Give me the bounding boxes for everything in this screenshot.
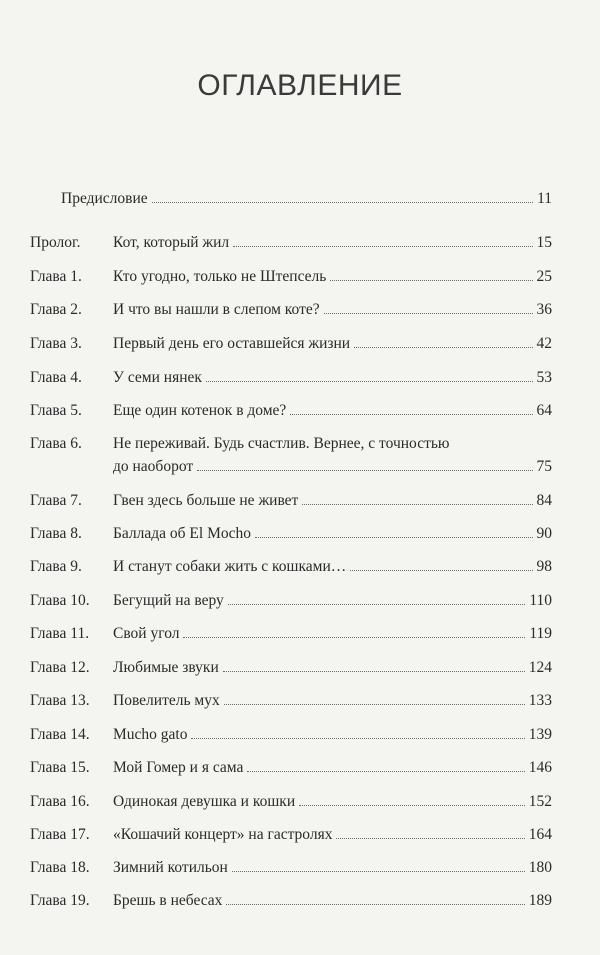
dot-leader [223,671,525,672]
toc-page-number: 189 [528,892,552,909]
toc-entry-title: Гвен здесь больше не живет [113,492,299,509]
dot-leader [330,280,532,281]
toc-entry-title: Брешь в небесах [113,892,223,909]
toc-entry-title: И что вы нашли в слепом коте? [113,301,320,318]
toc-entry-line [113,891,552,911]
toc-entry-label: Глава 9. [30,558,82,575]
toc-entry-label: Глава 13. [30,692,90,709]
dot-leader [350,570,532,571]
toc-entry-title: Кот, который жил [113,234,230,251]
toc-entry-line [113,457,552,477]
toc-page-number: 53 [536,369,552,386]
toc-entry-title: Баллада об El Mocho [113,525,251,542]
toc-page-number: 64 [536,402,552,419]
dot-leader [152,202,533,203]
toc-entry-title: И станут собаки жить с кошками… [113,558,347,575]
toc-entry-line [113,267,552,287]
toc-entry-label: Глава 7. [30,492,82,509]
toc-page-number: 110 [529,592,552,609]
dot-leader [206,381,533,382]
dot-leader [183,637,525,638]
dot-leader [232,871,525,872]
dot-leader [336,838,524,839]
toc-entry-title: Бегущий на веру [113,592,224,609]
toc-entry-line [113,858,552,878]
toc-page-number: 180 [528,859,552,876]
toc-entry-label: Глава 10. [30,592,90,609]
toc-page-number: 139 [528,726,552,743]
toc-entry-label: Глава 17. [30,826,90,843]
toc-page-number: 124 [528,659,552,676]
toc-entry-line [113,491,552,511]
toc-entry-line [113,300,552,320]
toc-entry-label: Глава 14. [30,726,90,743]
toc-entry-title: Свой угол [113,625,180,642]
toc-entry-label: Глава 8. [30,525,82,542]
toc-entry-title: до наоборот [113,458,194,475]
toc-entry-title: Кто угодно, только не Штепсель [113,268,327,285]
toc-entry-title: Первый день его оставшейся жизни [113,335,351,352]
toc-entry-label: Пролог. [30,234,81,251]
toc-entry-line [113,401,552,421]
toc-entry-title: Еще один котенок в доме? [113,402,287,419]
dot-leader [247,771,524,772]
toc-page-number: 15 [536,234,552,251]
dot-leader [224,704,525,705]
toc-entry-line [113,758,552,778]
toc-entry-label: Глава 18. [30,859,90,876]
toc-entry-line [113,825,552,845]
toc-page-number: 164 [528,826,552,843]
toc-entry-title: Предисловие [61,190,148,207]
toc-entry-label: Глава 6. [30,435,82,452]
dot-leader [290,414,532,415]
page-title: ОГЛАВЛЕНИЕ [197,69,403,102]
toc-entry-label: Глава 12. [30,659,90,676]
toc-entry-line [113,591,552,611]
toc-page-number: 152 [528,793,552,810]
toc-page-number: 36 [536,301,552,318]
toc-entry-line [113,233,552,253]
toc-entry-label: Глава 16. [30,793,90,810]
dot-leader [354,347,532,348]
dot-leader [299,805,525,806]
toc-page-number: 42 [536,335,552,352]
toc-page-number: 25 [536,268,552,285]
toc-entry-line [113,792,552,812]
toc-entry-title: Мой Гомер и я сама [113,759,244,776]
toc-entry-line [113,368,552,388]
toc-entry-label: Глава 2. [30,301,82,318]
toc-entry-title: Зимний котильон [113,859,228,876]
toc-page-number: 11 [537,190,552,207]
toc-entry-line [113,691,552,711]
dot-leader [191,738,524,739]
toc-entry-label: Глава 4. [30,369,82,386]
toc-entry-title: Mucho gato [113,726,188,743]
toc-entry-label: Глава 3. [30,335,82,352]
toc-entry-line [113,557,552,577]
toc-page-number: 146 [528,759,552,776]
toc-page-number: 133 [528,692,552,709]
toc-page-number: 90 [536,525,552,542]
toc-entry-line [113,524,552,544]
toc-page-number: 75 [536,458,552,475]
toc-page-number: 98 [536,558,552,575]
toc-entry-label: Глава 15. [30,759,90,776]
dot-leader [302,504,532,505]
dot-leader [324,313,533,314]
toc-page-number: 84 [536,492,552,509]
toc-entry-title: «Кошачий концерт» на гастролях [113,826,333,843]
toc-entry-line [113,658,552,678]
toc-entry-line [113,624,552,644]
toc-entry-line [61,189,552,209]
toc-entry-line [113,334,552,354]
toc-entry-title: Одинокая девушка и кошки [113,793,296,810]
toc-entry-label: Глава 1. [30,268,82,285]
dot-leader [233,246,532,247]
toc-entry-title: У семи нянек [113,369,202,386]
dot-leader [197,470,532,471]
toc-entry-label: Глава 11. [30,625,90,642]
toc-entry-title: Повелитель мух [113,692,220,709]
toc-entry-line [113,725,552,745]
toc-entry-title: Любимые звуки [113,659,219,676]
dot-leader [228,604,526,605]
toc-entry-title-line-1: Не переживай. Будь счастлив. Вернее, с точностью [113,435,450,452]
toc-entry-label: Глава 19. [30,892,90,909]
toc-page-number: 119 [529,625,552,642]
toc-entry-label: Глава 5. [30,402,82,419]
dot-leader [226,904,524,905]
dot-leader [255,537,533,538]
